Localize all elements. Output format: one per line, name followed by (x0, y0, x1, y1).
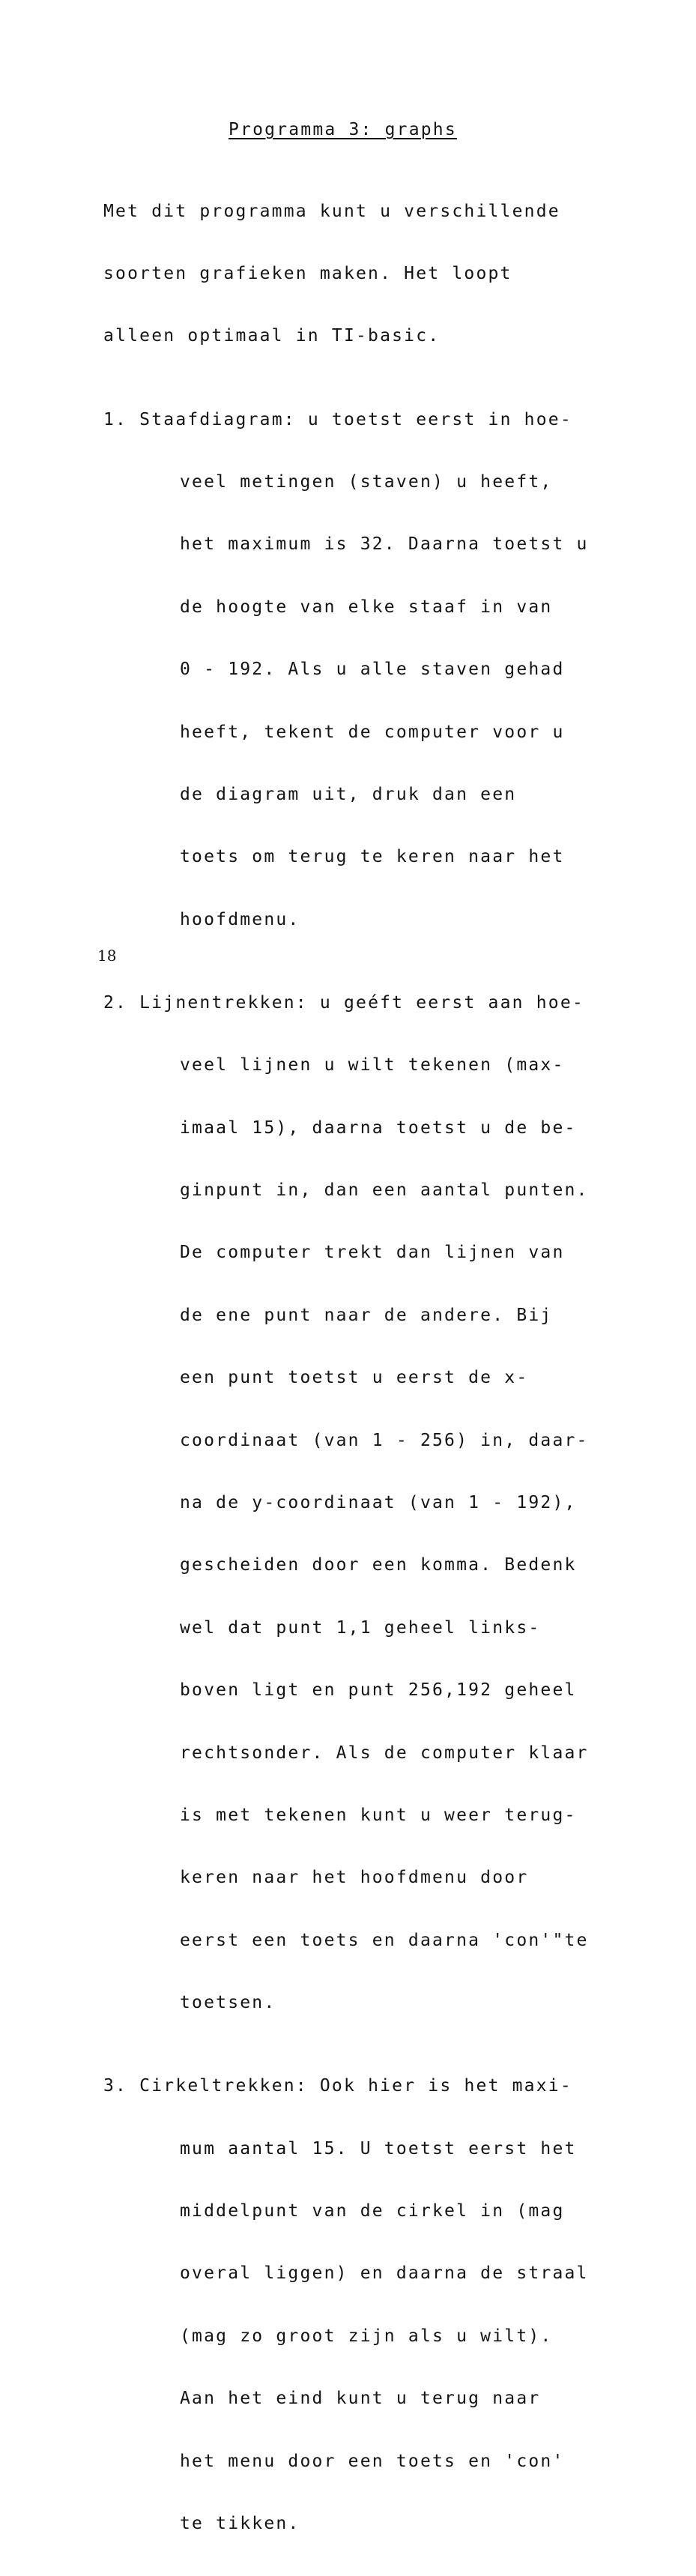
list-item-line: middelpunt van de cirkel in (mag (180, 2201, 565, 2221)
list-item-number: 3. (103, 2076, 128, 2096)
list-item-line: het maximum is 32. Daarna toetst u (180, 534, 589, 555)
list-item-line: De computer trekt dan lijnen van (180, 1243, 565, 1263)
list-item-line: de diagram uit, druk dan een (180, 784, 517, 804)
intro-line: alleen optimaal in TI-basic. (103, 326, 441, 346)
list-item-line: keren naar het hoofdmenu door (180, 1868, 529, 1888)
list-item-line: na de y-coordinaat (van 1 - 192), (180, 1493, 577, 1512)
list-item-line: toetsen. (180, 1993, 276, 2013)
list-item-line: ginpunt in, dan een aantal punten. (180, 1180, 589, 1201)
intro-line: Met dit programma kunt u verschillende (103, 201, 560, 221)
list-item-line: mum aantal 15. U toetst eerst het (180, 2138, 577, 2159)
list-item-line: veel lijnen u wilt tekenen (max- (180, 1055, 565, 1076)
list-item-line: eerst een toets en daarna 'con'"te (180, 1930, 589, 1950)
list-item-line: wel dat punt 1,1 geheel links- (180, 1617, 541, 1638)
list-item-line: gescheiden door een komma. Bedenk (180, 1555, 577, 1575)
list-item-line: (mag zo groot zijn als u wilt). (180, 2326, 553, 2346)
list-item-line: heeft, tekent de computer voor u (180, 722, 565, 742)
list-item-line: veel metingen (staven) u heeft, (180, 471, 553, 492)
list-item-line: coordinaat (van 1 - 256) in, daar- (180, 1430, 589, 1450)
list-item-line: te tikken. (180, 2514, 300, 2534)
list-item-first-line (103, 993, 589, 1014)
list-item-line: 0 - 192. Als u alle staven gehad (180, 660, 565, 680)
page-title: Programma 3: graphs (229, 120, 457, 139)
body-text (103, 160, 589, 2576)
list-item-line: hoofdmenu. (180, 909, 300, 929)
list-item-line: toets om terug te keren naar het (180, 847, 565, 867)
list-item-line: is met tekenen kunt u weer terug- (180, 1805, 577, 1825)
page-number: 18 (97, 947, 117, 965)
list-item-text: Cirkeltrekken: Ook hier is het maxi- (139, 2076, 572, 2096)
list-item-first-line (103, 2076, 589, 2097)
list-item-line: imaal 15), daarna toetst u de be- (180, 1117, 577, 1138)
list-item-line: de ene punt naar de andere. Bij (180, 1305, 553, 1325)
list-item-first-line (103, 410, 589, 431)
list-item-line: boven ligt en punt 256,192 geheel (180, 1680, 577, 1701)
list-item-text: Lijnentrekken: u geéft eerst aan hoe- (139, 992, 584, 1013)
list-item-line: een punt toetst u eerst de x- (180, 1368, 529, 1388)
list-item-number: 1. (103, 409, 128, 429)
list-item-line: het menu door een toets en 'con' (180, 2451, 565, 2471)
list-item-text: Staafdiagram: u toetst eerst in hoe- (139, 409, 572, 429)
intro-line: soorten grafieken maken. Het loopt (103, 263, 512, 283)
list-item-line: overal liggen) en daarna de straal (180, 2263, 589, 2284)
list-item-line: de hoogte van elke staaf in van (180, 597, 553, 617)
list-item-line: rechtsonder. Als de computer klaar (180, 1743, 589, 1763)
list-item-number: 2. (103, 992, 128, 1013)
list-item-line: Aan het eind kunt u terug naar (180, 2389, 541, 2409)
